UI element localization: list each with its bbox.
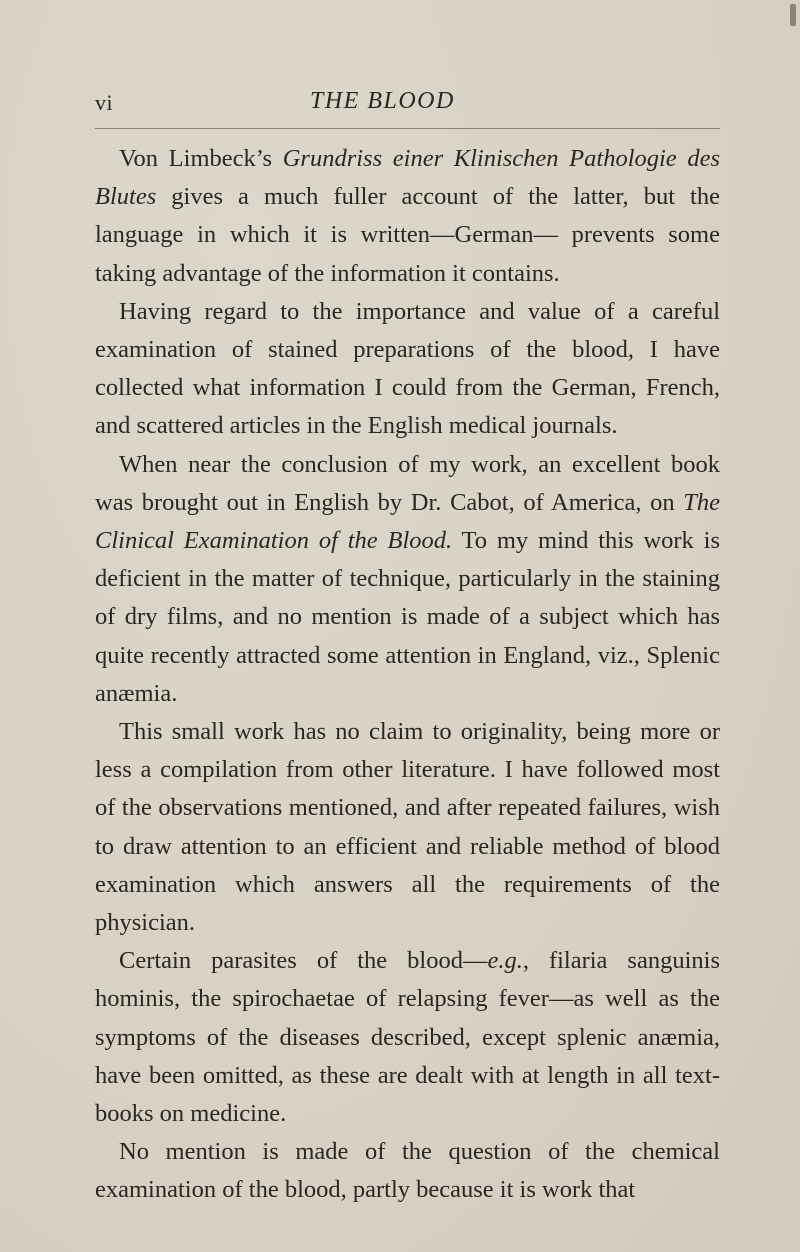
running-head: THE BLOOD <box>310 88 455 114</box>
paragraph-3-text-b: To my mind this work is deficient in the matter of technique, particularly in the staining of dry films, and no mention is made of a subject which has quite recently attracted some attention in England, viz., Splenic anæmia. <box>95 527 720 707</box>
paragraph-5 <box>95 942 720 1133</box>
abbreviation-eg: e.g. <box>487 947 523 975</box>
page-header <box>95 90 715 130</box>
paragraph-1 <box>95 140 720 293</box>
body-text <box>95 140 720 1210</box>
paragraph-1-text-a: Von Limbeck’s <box>119 145 283 172</box>
paragraph-2: Having regard to the importance and value of a careful examination of stained preparations of the blood, I have collected what information I could from the German, French, and scattered articles in the English medical journals. <box>95 297 720 440</box>
paragraph-3-text-a: When near the conclusion of my work, an excellent book was brought out in English by Dr. Cabot, of America, on <box>95 450 720 516</box>
book-title-grundriss: Grundriss einer Klinischen Pathologie des Blutes <box>95 145 720 211</box>
header-rule <box>95 128 720 129</box>
paragraph-5-text-a: Certain parasites of the blood— <box>119 947 488 975</box>
page-number: vi <box>95 90 114 115</box>
page-edge-mark <box>790 4 796 26</box>
paragraph-5-text-b: , filaria sanguinis hominis, the spirochaetae of relapsing fever—as well as the symptoms of the diseases described, except splenic anæmia, have been omitted, as these are dealt with at length in all text-books on medicine. <box>95 947 720 1128</box>
paragraph-6: No mention is made of the question of the chemical examination of the blood, partly because it is work that <box>95 1138 720 1204</box>
book-title-clinical-examination: The Clinical Examination of the Blood. <box>95 488 720 555</box>
paragraph-1-text-b: gives a much fuller account of the latter, but the language in which it is written—German— prevents some taking advantage of the information it contains. <box>95 183 720 287</box>
paragraph-4: This small work has no claim to originality, being more or less a compilation from other literature. I have followed most of the observations mentioned, and after repeated failures, wish to draw attention to an efficient and reliable method of blood examination which answers all the requirements of the physician. <box>95 718 720 937</box>
paragraph-3 <box>95 446 720 713</box>
